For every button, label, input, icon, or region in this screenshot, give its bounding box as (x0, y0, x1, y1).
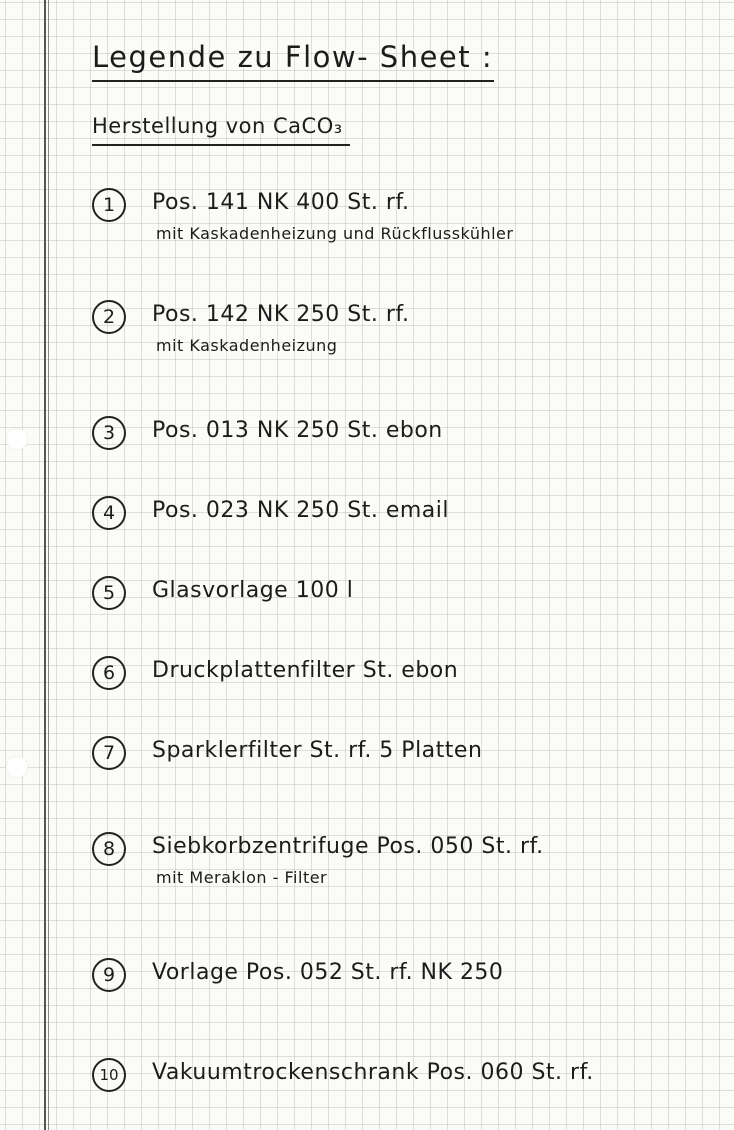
item-text-6: Druckplattenfilter St. ebon (152, 658, 459, 683)
item-number-9: 9 (92, 958, 126, 992)
item-text-2: Pos. 142 NK 250 St. rf. (152, 302, 410, 327)
punch-hole-top (6, 428, 28, 450)
item-number-7: 7 (92, 736, 126, 770)
item-text-5: Glasvorlage 100 l (152, 578, 354, 603)
item-number-2: 2 (92, 300, 126, 334)
item-number-10: 10 (92, 1058, 126, 1092)
item-number-3: 3 (92, 416, 126, 450)
margin-line-inner (48, 0, 49, 1130)
item-number-4: 4 (92, 496, 126, 530)
page-title: Legende zu Flow- Sheet : (92, 40, 494, 82)
margin-line (44, 0, 46, 1130)
item-number-6: 6 (92, 656, 126, 690)
page-subtitle: Herstellung von CaCO₃ (92, 114, 350, 146)
item-text-8: Siebkorbzentrifuge Pos. 050 St. rf. (152, 834, 544, 859)
item-text-3: Pos. 013 NK 250 St. ebon (152, 418, 443, 443)
item-text-9: Vorlage Pos. 052 St. rf. NK 250 (152, 960, 504, 985)
item-text-10: Vakuumtrockenschrank Pos. 060 St. rf. (152, 1060, 594, 1085)
item-text-4: Pos. 023 NK 250 St. email (152, 498, 449, 523)
item-text-7: Sparklerfilter St. rf. 5 Platten (152, 738, 483, 763)
item-note-2: mit Kaskadenheizung (156, 336, 338, 355)
item-number-1: 1 (92, 188, 126, 222)
item-note-1: mit Kaskadenheizung und Rückflusskühler (156, 224, 514, 243)
item-text-1: Pos. 141 NK 400 St. rf. (152, 190, 410, 215)
item-number-8: 8 (92, 832, 126, 866)
item-note-8: mit Meraklon - Filter (156, 868, 328, 887)
punch-hole-bottom (6, 756, 28, 778)
item-number-5: 5 (92, 576, 126, 610)
